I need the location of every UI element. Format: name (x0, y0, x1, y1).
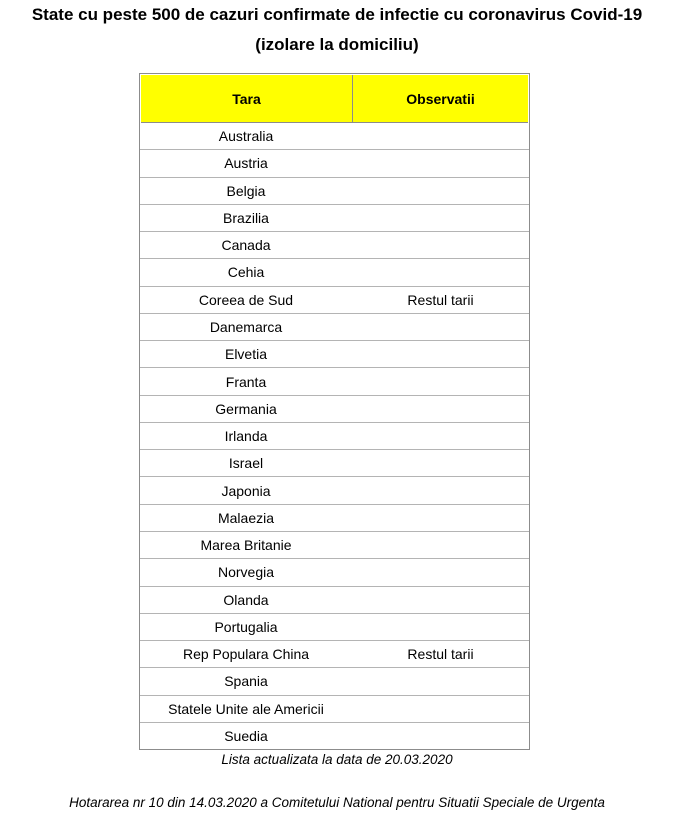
table-row (140, 450, 529, 477)
table-row (140, 614, 529, 641)
table-row (140, 423, 529, 450)
country-cell: Marea Britanie (200, 537, 292, 554)
country-cell: Norvegia (217, 564, 275, 581)
table-row (140, 532, 529, 559)
table-body (140, 123, 529, 749)
table-row (140, 287, 529, 314)
source-note: Hotararea nr 10 din 14.03.2020 a Comitetului National pentru Situatii Speciale de Urgenta (69, 795, 605, 810)
page-subtitle: (izolare la domiciliu) (255, 35, 419, 54)
table-row (140, 314, 529, 341)
header-tara: Tara (141, 75, 353, 122)
country-cell: Statele Unite ale Americii (168, 700, 324, 717)
country-cell: Rep Populara China (182, 646, 310, 663)
country-cell: Brazilia (223, 209, 269, 226)
country-cell: Australia (218, 128, 274, 145)
table-row (140, 205, 529, 232)
country-cell: Olanda (223, 591, 269, 608)
table-row (140, 232, 529, 259)
table-row (140, 559, 529, 586)
table-row (140, 477, 529, 504)
observation-cell: Restul tarii (407, 291, 474, 308)
country-cell: Cehia (227, 264, 265, 281)
country-cell: Austria (224, 155, 268, 172)
country-cell: Portugalia (214, 618, 278, 635)
table-row (140, 723, 529, 749)
table-row (140, 259, 529, 286)
country-cell: Germania (215, 400, 277, 417)
table-row (140, 587, 529, 614)
country-cell: Canada (221, 237, 271, 254)
table-row (140, 368, 529, 395)
table-row (140, 696, 529, 723)
country-cell: Suedia (224, 727, 268, 744)
table-row (140, 668, 529, 695)
table-row (140, 341, 529, 368)
country-cell: Elvetia (224, 346, 268, 363)
country-cell: Coreea de Sud (198, 291, 294, 308)
update-note: Lista actualizata la data de 20.03.2020 (221, 752, 453, 767)
country-cell: Israel (228, 455, 264, 472)
country-cell: Belgia (226, 182, 266, 199)
table-row (140, 150, 529, 177)
observation-cell: Restul tarii (407, 646, 474, 663)
table-row (140, 178, 529, 205)
country-cell: Franta (225, 373, 267, 390)
country-cell: Irlanda (224, 428, 268, 445)
country-cell: Spania (224, 673, 268, 690)
header-observatii: Observatii (406, 90, 475, 107)
country-cell: Danemarca (209, 318, 283, 335)
table-row (140, 396, 529, 423)
table-row (140, 123, 529, 150)
table-row (140, 505, 529, 532)
country-cell: Malaezia (217, 509, 275, 526)
table-header (141, 75, 528, 123)
table-row (140, 641, 529, 668)
country-cell: Japonia (221, 482, 271, 499)
page-title: State cu peste 500 de cazuri confirmate de infectie cu coronavirus Covid-19 (31, 5, 643, 24)
countries-table (139, 73, 530, 750)
